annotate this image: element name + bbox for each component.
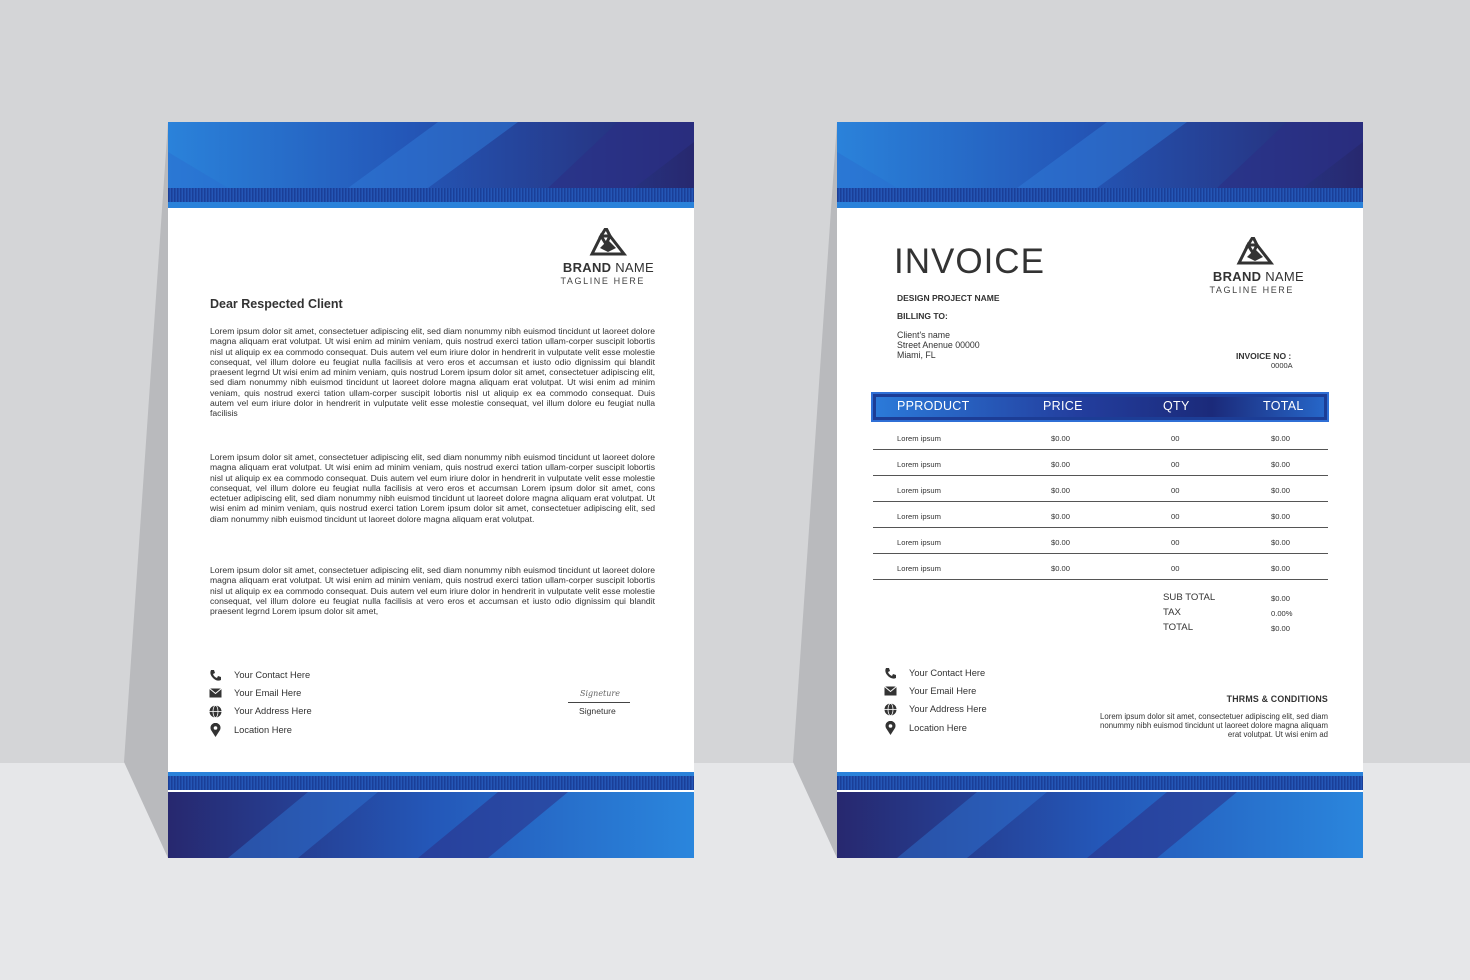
contact-address: Your Address Here: [208, 703, 312, 719]
envelope-icon: [883, 684, 897, 698]
contact-address: Your Address Here: [883, 701, 987, 717]
brand-logo-icon: [588, 228, 628, 256]
letterhead-header-band: [168, 122, 694, 208]
contact-phone: Your Contact Here: [883, 665, 985, 681]
contact-phone: Your Contact Here: [208, 667, 310, 683]
brand-name: BRAND NAME: [1212, 269, 1304, 284]
envelope-icon: [208, 686, 222, 700]
table-row: Lorem ipsum $0.00 00 $0.00: [873, 450, 1328, 476]
phone-icon: [883, 666, 897, 680]
greeting: Dear Respected Client: [210, 297, 343, 311]
invoice-footer-band: [837, 772, 1363, 858]
invoice-number: 0000A: [1271, 361, 1293, 370]
tax-label: TAX: [1163, 607, 1181, 618]
brand-logo-icon: [1235, 237, 1275, 265]
table-row: Lorem ipsum $0.00 00 $0.00: [873, 424, 1328, 450]
invoice-header-band: [837, 122, 1363, 208]
sub-total-label: SUB TOTAL: [1163, 592, 1216, 603]
terms-text: Lorem ipsum dolor sit amet, consectetuer adipiscing elit, sed diam nonummy nibh euismod tincidunt ut laoreet dolore magna aliquam erat volutpat. Ut wisi enim ad: [1100, 712, 1328, 739]
body-paragraph-3: Lorem ipsum dolor sit amet, consectetuer adipiscing elit, sed diam nonummy nibh euismod tincidunt ut laoreet dolore magna aliquam erat volutpat. Ut wisi enim ad minim veniam, quis nostrud exerci tation ullam-corper suscipit lobortis nisl ut aliquip ex ea commodo consequat. Duis autem vel eum iriure dolor in hendrerit in vulputate velit esse molestie consequat, vel illum dolore eu feugiat nulla facilisis at vero eros et accumsan et iusto odio dignissim qui blandit praesent legrnd Lorem ipsum dolor sit amet,: [210, 565, 655, 617]
col-header-product: PPRODUCT: [897, 399, 970, 413]
letterhead-footer-band: [168, 772, 694, 858]
signature-line: [568, 702, 630, 703]
letterhead-page: [168, 122, 694, 858]
phone-icon: [208, 668, 222, 682]
col-header-total: TOTAL: [1263, 399, 1304, 413]
contact-email: Your Email Here: [208, 685, 301, 701]
table-row: Lorem ipsum $0.00 00 $0.00: [873, 554, 1328, 580]
contact-location: Location Here: [883, 720, 967, 736]
signature-label: Signeture: [579, 706, 616, 716]
invoice-number-label: INVOICE NO :: [1236, 351, 1292, 361]
client-city: Miami, FL: [897, 350, 936, 360]
billing-to-label: BILLING TO:: [897, 311, 948, 321]
globe-icon: [883, 702, 897, 716]
client-street: Street Anenue 00000: [897, 340, 980, 350]
table-row: Lorem ipsum $0.00 00 $0.00: [873, 528, 1328, 554]
table-row: Lorem ipsum $0.00 00 $0.00: [873, 502, 1328, 528]
brand-tagline: TAGLINE HERE: [1209, 285, 1294, 295]
items-table-header: [871, 392, 1329, 422]
col-header-price: PRICE: [1043, 399, 1083, 413]
signature-script: Signeture: [580, 689, 620, 698]
location-pin-icon: [883, 721, 897, 735]
client-name: Client's name: [897, 330, 951, 340]
brand-tagline: TAGLINE HERE: [560, 276, 645, 286]
invoice-title: INVOICE: [894, 242, 1045, 281]
globe-icon: [208, 704, 222, 718]
table-row: Lorem ipsum $0.00 00 $0.00: [873, 476, 1328, 502]
invoice-page: [837, 122, 1363, 858]
contact-email: Your Email Here: [883, 683, 976, 699]
project-name: DESIGN PROJECT NAME: [897, 293, 1000, 303]
location-pin-icon: [208, 723, 222, 737]
total-value: $0.00: [1271, 624, 1291, 633]
sub-total-value: $0.00: [1271, 594, 1291, 603]
contact-location: Location Here: [208, 722, 292, 738]
terms-heading: THRMS & CONDITIONS: [1226, 694, 1328, 704]
tax-value: 0.00%: [1271, 609, 1293, 618]
total-label: TOTAL: [1163, 622, 1194, 633]
body-paragraph-1: Lorem ipsum dolor sit amet, consectetuer adipiscing elit, sed diam nonummy nibh euismod tincidunt ut laoreet dolore magna aliquam erat volutpat. Ut wisi enim ad minim veniam, quis nostrud exerci tation ullam-corper suscipit lobortis nisl ut aliquip ex ea commodo consequat. Duis autem vel eum iriure dolor in hendrerit in vulputate velit esse molestie consequat, vel illum dolore eu feugiat nulla facilisis at vero eros et accumsan et iusto odio dignissim qui blandit praesent legrnd Ut wisi enim ad minim veniam, quis nostrud Lorem ipsum dolor sit amet, consectetuer adipiscing elit, sed diam nonummy nibh euismod tincidunt ut laoreet dolore magna aliquam erat volutpat. Ut wisi enim ad minim veniam, quis nostrud exerci tation ullam-corper suscipit lobortis nisl ut aliquip ex ea commodo consequat. Duis autem vel eum iriure dolor in hendrerit in vulputate velit esse molestie consequat, vel illum dolore eu feugiat nulla facilisis: [210, 326, 655, 419]
col-header-qty: QTY: [1163, 399, 1190, 413]
brand-name: BRAND NAME: [562, 260, 654, 275]
body-paragraph-2: Lorem ipsum dolor sit amet, consectetuer adipiscing elit, sed diam nonummy nibh euismod tincidunt ut laoreet dolore magna aliquam erat volutpat. Ut wisi enim ad minim veniam, quis nostrud exerci tation ullam-corper suscipit lobortis nisl ut aliquip ex ea commodo consequat. Duis autem vel eum iriure dolor in hendrerit in vulputate velit esse molestie consequat, vel illum dolore eu feugiat nulla facilisis at vero eros et accumsan Lorem ipsum dolor sit amet, cons ectetuer adipiscing elit, sed diam nonummy nibh euismod tincidunt ut laoreet dolore magna aliquam erat volutpat. Ut wisi enim ad minim veniam, quis nostrud exerci tation Lorem ipsum dolor sit amet, consectetuer adipiscing elit, sed diam nonummy nibh euismod tincidunt ut laoreet dolore magna aliquam erat volutpat.: [210, 452, 655, 524]
